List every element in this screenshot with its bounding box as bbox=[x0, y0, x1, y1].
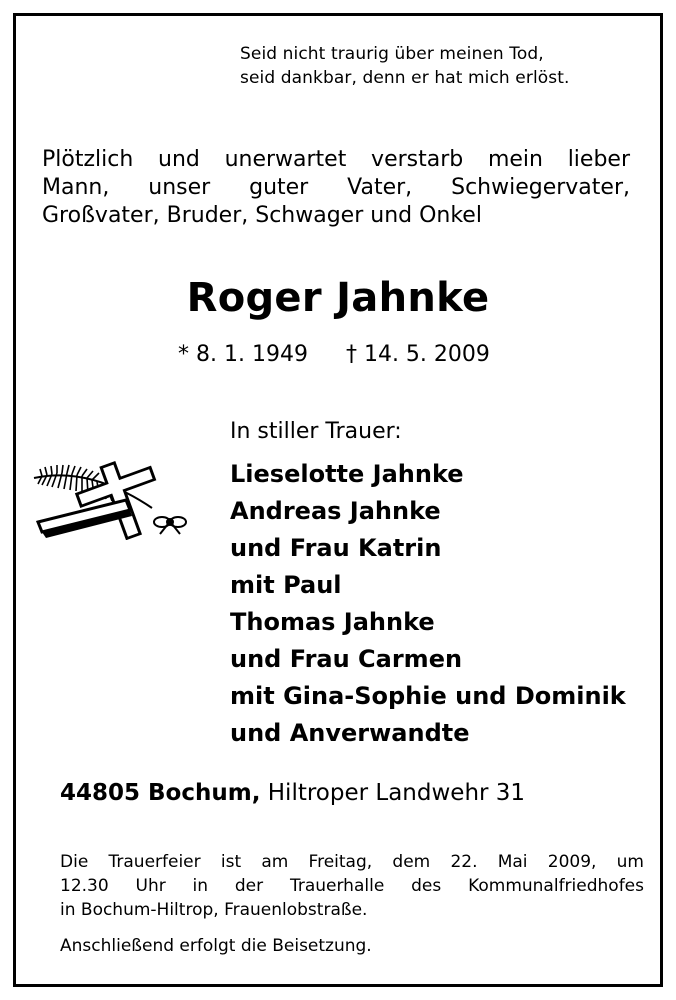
mourner-entry: Lieselotte Jahnke bbox=[230, 460, 464, 488]
funeral-service-info bbox=[60, 850, 644, 922]
death-date: † 14. 5. 2009 bbox=[345, 342, 490, 367]
service-line: 12.30 Uhr in der Trauerhalle des Kommunalfriedhofes bbox=[60, 876, 644, 896]
mourner-entry: mit Gina-Sophie und Dominik bbox=[230, 682, 626, 710]
ribbon-bow-icon bbox=[154, 517, 186, 534]
life-dates bbox=[178, 341, 490, 369]
mourner-entry: Andreas Jahnke bbox=[230, 497, 441, 525]
burial-note: Anschließend erfolgt die Beisetzung. bbox=[60, 936, 372, 956]
announcement-line: Großvater, Bruder, Schwager und Onkel bbox=[42, 203, 482, 228]
motto-line: Seid nicht traurig über meinen Tod, bbox=[240, 44, 544, 64]
birth-date: * 8. 1. 1949 bbox=[178, 342, 308, 367]
cross-with-palm-branch-icon bbox=[30, 460, 192, 540]
service-line: in Bochum-Hiltrop, Frauenlobstraße. bbox=[60, 900, 368, 920]
mourner-entry: und Anverwandte bbox=[230, 719, 470, 747]
mourners-list bbox=[230, 456, 626, 752]
address-street: Hiltroper Landwehr 31 bbox=[267, 780, 526, 806]
motto-line: seid dankbar, denn er hat mich erlöst. bbox=[240, 68, 570, 88]
mourner-entry: Thomas Jahnke bbox=[230, 608, 435, 636]
announcement-text bbox=[42, 146, 630, 230]
address-city: 44805 Bochum, bbox=[60, 780, 261, 806]
announcement-line: Mann, unser guter Vater, Schwiegervater, bbox=[42, 175, 630, 200]
mourner-entry: und Frau Katrin bbox=[230, 534, 442, 562]
mourner-entry: und Frau Carmen bbox=[230, 645, 463, 673]
mourner-entry: mit Paul bbox=[230, 571, 342, 599]
mourning-label: In stiller Trauer: bbox=[230, 419, 402, 444]
deceased-name: Roger Jahnke bbox=[186, 275, 490, 321]
family-address bbox=[60, 778, 525, 808]
service-line: Die Trauerfeier ist am Freitag, dem 22. Mai 2009, um bbox=[60, 852, 644, 872]
motto-quote bbox=[240, 42, 570, 90]
announcement-line: Plötzlich und unerwartet verstarb mein lieber bbox=[42, 147, 630, 172]
